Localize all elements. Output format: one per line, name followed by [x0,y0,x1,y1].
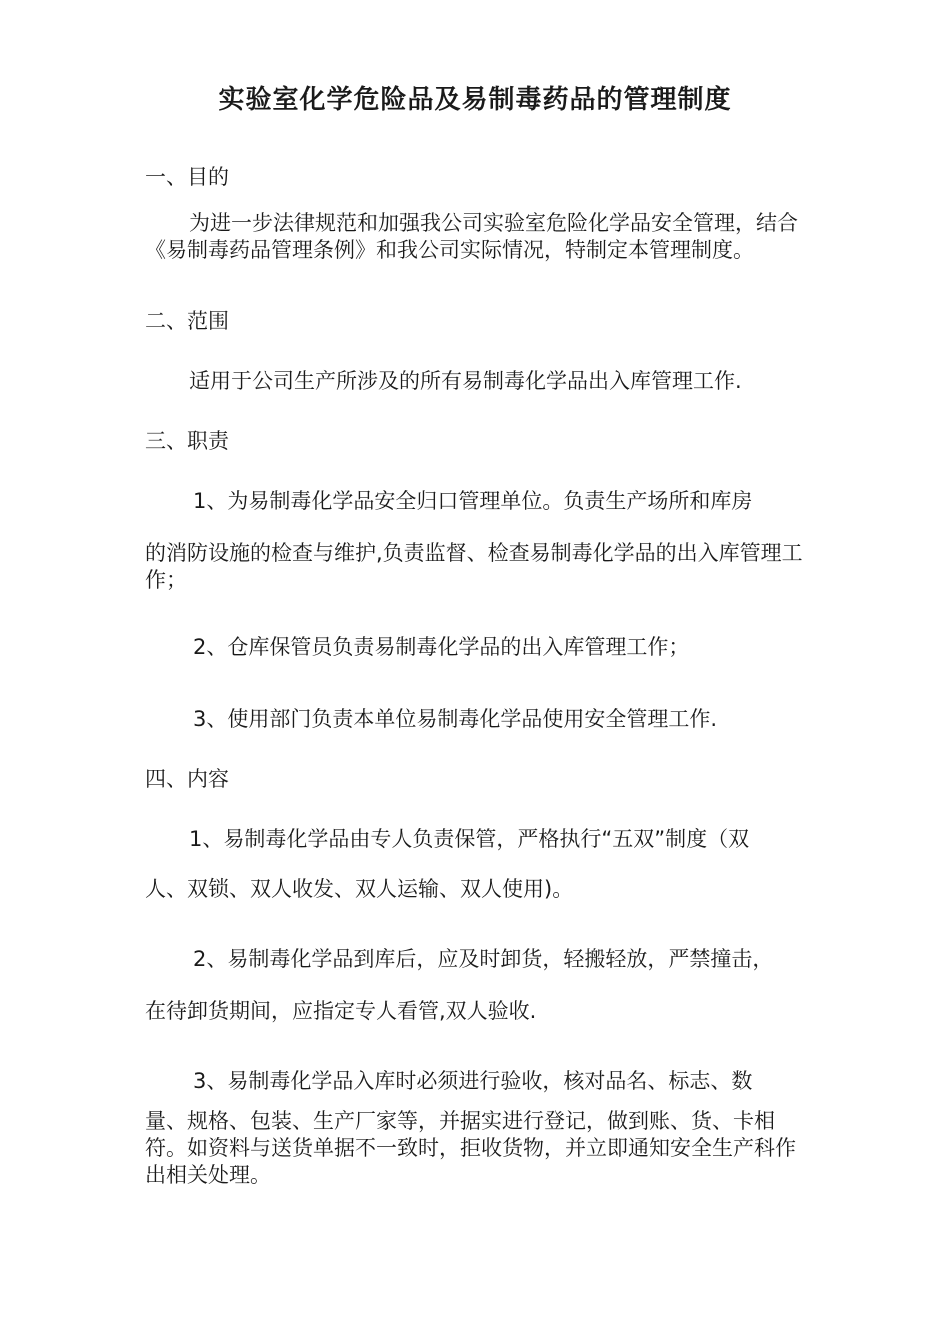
section-heading-scope: 二、范围 [145,309,229,333]
section-heading-content: 四、内容 [145,767,229,791]
duties-item-3: 3、使用部门负责本单位易制毒化学品使用安全管理工作. [193,707,718,731]
scope-paragraph: 适用于公司生产所涉及的所有易制毒化学品出入库管理工作. [189,369,742,393]
duties-item-1-line-1: 1、为易制毒化学品安全归口管理单位。负责生产场所和库房 [193,489,753,513]
content-item-2-line-1: 2、易制毒化学品到库后，应及时卸货，轻搬轻放，严禁撞击， [193,947,774,971]
content-item-2-line-2: 在待卸货期间，应指定专人看管,双人验收. [145,999,537,1023]
page-title: 实验室化学危险品及易制毒药品的管理制度 [218,85,732,115]
duties-item-1-line-2: 的消防设施的检查与维护,负责监督、检查易制毒化学品的出入库管理工作； [145,541,803,592]
content-item-3-rest: 量、规格、包装、生产厂家等，并据实进行登记，做到账、货、卡相符。如资料与送货单据不一致时，拒收货物，并立即通知安全生产科作出相关处理。 [145,1109,796,1187]
content-item-3-line-1: 3、易制毒化学品入库时必须进行验收，核对品名、标志、数 [193,1069,753,1093]
purpose-paragraph: 为进一步法律规范和加强我公司实验室危险化学品安全管理，结合《易制毒药品管理条例》和我公司实际情况，特制定本管理制度。 [145,211,798,262]
section-heading-purpose: 一、目的 [145,165,229,189]
content-item-1-line-2: 人、双锁、双人收发、双人运输、双人使用)。 [145,877,574,901]
duties-item-2: 2、仓库保管员负责易制毒化学品的出入库管理工作； [193,635,690,659]
section-heading-duties: 三、职责 [145,429,229,453]
content-item-1-line-1: 1、易制毒化学品由专人负责保管，严格执行“五双”制度（双 [189,827,750,851]
